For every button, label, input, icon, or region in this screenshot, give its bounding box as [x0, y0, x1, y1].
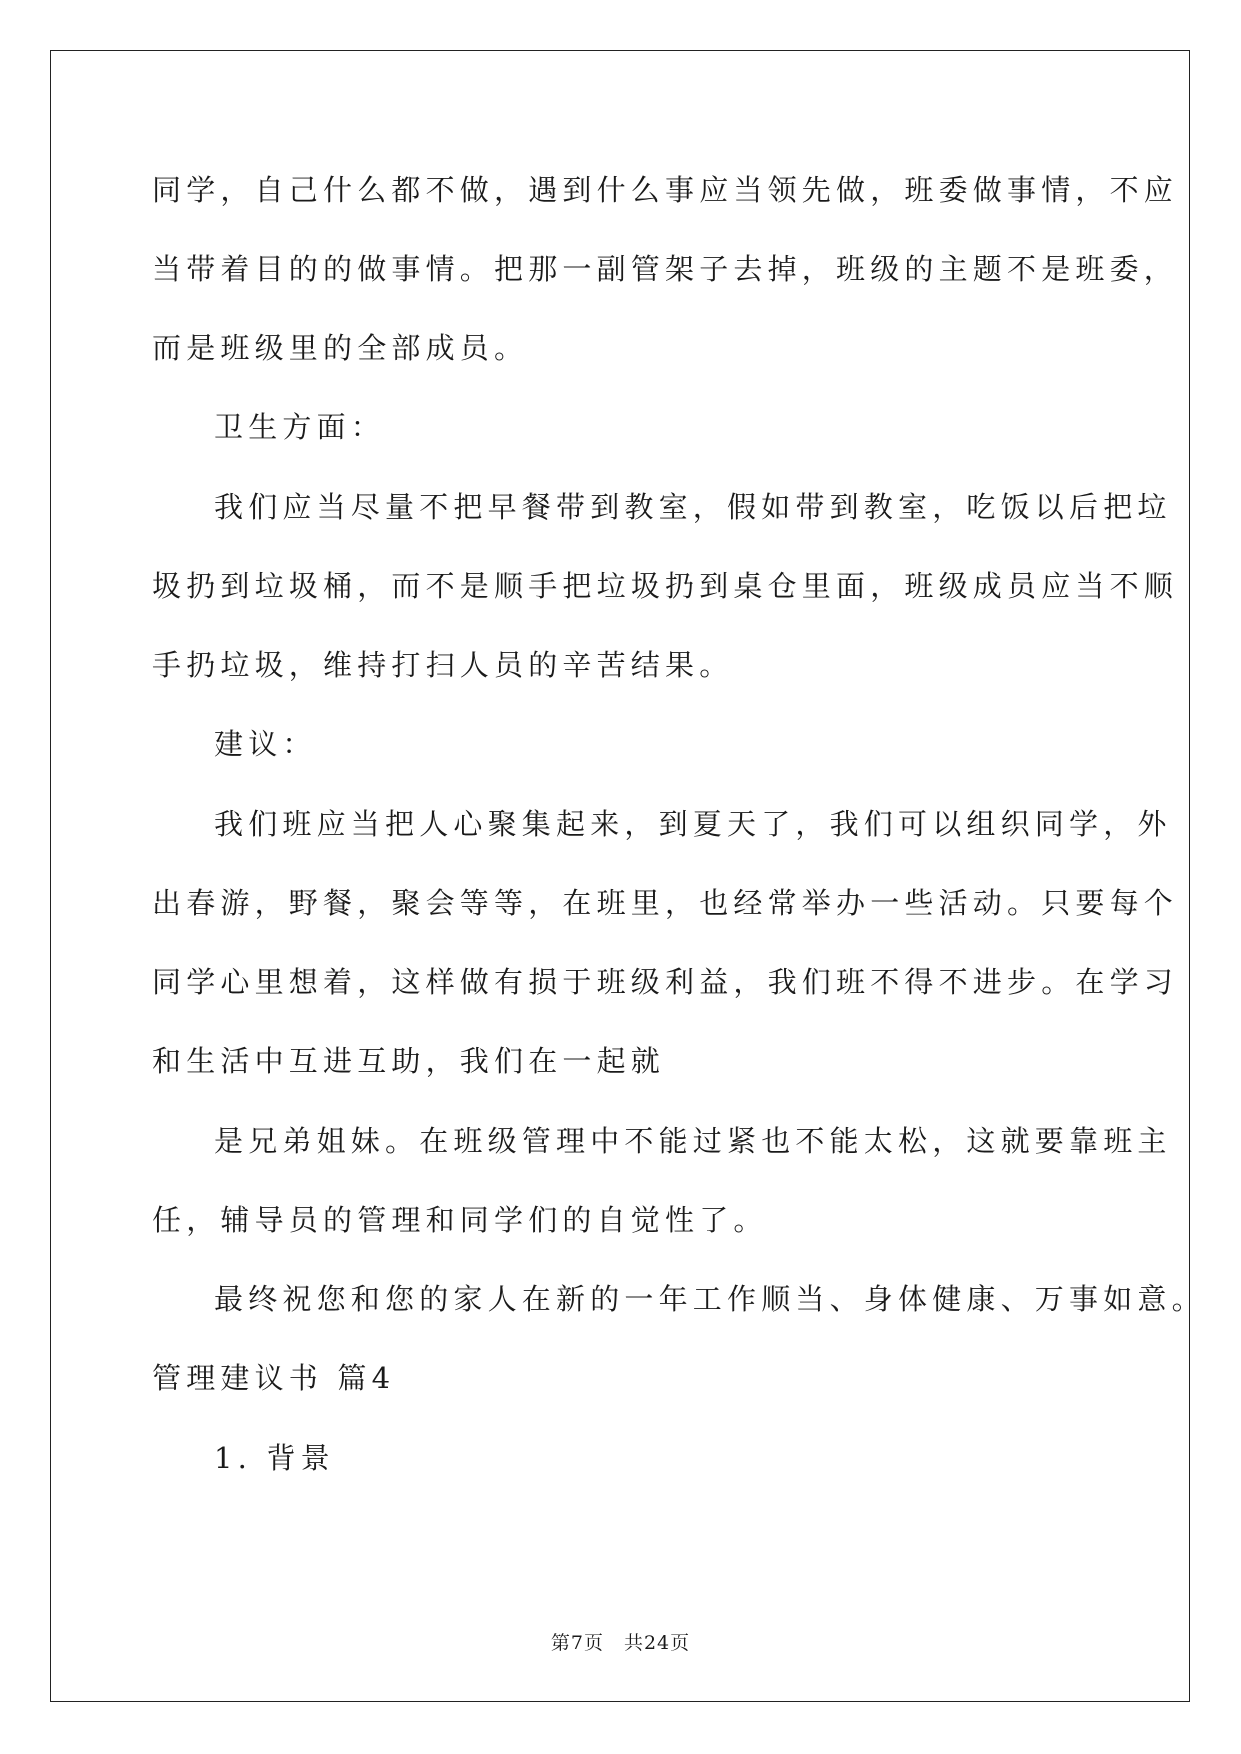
- page-number-footer: 第7页 共24页: [550, 1632, 691, 1654]
- body-text-line: 而是班级里的全部成员。: [152, 331, 529, 365]
- numbered-heading: 1. 背景: [214, 1441, 335, 1475]
- body-text-line: 当带着目的的做事情。把那一副管架子去掉，班级的主题不是班委，: [152, 252, 1179, 286]
- body-text-line: 是兄弟姐妹。在班级管理中不能过紧也不能太松，这就要靠班主: [214, 1124, 1172, 1158]
- body-text-line: 和生活中互进互助，我们在一起就: [152, 1044, 666, 1078]
- body-text-line: 同学，自己什么都不做，遇到什么事应当领先做，班委做事情，不应: [152, 173, 1179, 207]
- closing-wish: 最终祝您和您的家人在新的一年工作顺当、身体健康、万事如意。: [214, 1282, 1206, 1316]
- body-text-line: 我们班应当把人心聚集起来，到夏天了，我们可以组织同学，外: [214, 807, 1172, 841]
- body-text-line: 同学心里想着，这样做有损于班级利益，我们班不得不进步。在学习: [152, 965, 1179, 999]
- body-text-line: 任，辅导员的管理和同学们的自觉性了。: [152, 1203, 768, 1237]
- section-heading-hygiene: 卫生方面：: [214, 410, 386, 444]
- section-heading-suggestion: 建议：: [214, 727, 317, 761]
- body-text-line: 手扔垃圾，维持打扫人员的辛苦结果。: [152, 648, 734, 682]
- body-text-line: 我们应当尽量不把早餐带到教室，假如带到教室，吃饭以后把垃: [214, 490, 1172, 524]
- article-title: 管理建议书 篇4: [152, 1361, 396, 1395]
- body-text-line: 圾扔到垃圾桶，而不是顺手把垃圾扔到桌仓里面，班级成员应当不顺: [152, 569, 1179, 603]
- body-text-line: 出春游，野餐，聚会等等，在班里，也经常举办一些活动。只要每个: [152, 886, 1179, 920]
